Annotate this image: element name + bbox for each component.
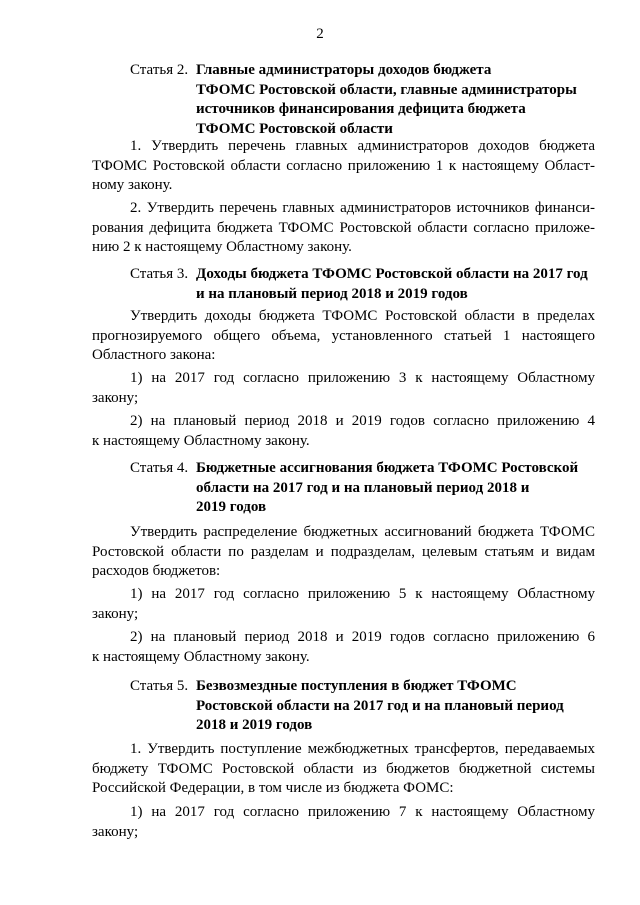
article-title bbox=[196, 61, 600, 139]
paragraph-line: ТФОМС Ростовской области согласно приложению 1 к настоящему Област- bbox=[92, 157, 595, 174]
article-label: Статья 5. bbox=[130, 678, 189, 694]
paragraph bbox=[92, 585, 595, 624]
paragraph bbox=[92, 307, 595, 366]
article-title bbox=[196, 677, 600, 736]
paragraph bbox=[92, 137, 595, 196]
title-line: Ростовской области на 2017 год и на плановый период bbox=[196, 697, 564, 714]
article-label: Статья 3. bbox=[130, 266, 189, 282]
article-label: Статья 2. bbox=[130, 62, 189, 78]
title-line: источников финансирования дефицита бюджета bbox=[196, 101, 526, 117]
paragraph-line: 1. Утвердить перечень главных администраторов доходов бюджета bbox=[130, 138, 595, 154]
paragraph bbox=[92, 628, 595, 667]
title-line: Безвозмездные поступления в бюджет ТФОМС bbox=[196, 678, 517, 694]
paragraph bbox=[92, 523, 595, 582]
paragraph-line: 1) на 2017 год согласно приложению 3 к настоящему Областному bbox=[130, 370, 595, 386]
paragraph-line: закону; bbox=[92, 605, 139, 622]
paragraph-line: бюджету ТФОМС Ростовской области из бюджетов бюджетной системы bbox=[92, 760, 595, 777]
paragraph-line: нию 2 к настоящему Областному закону. bbox=[92, 239, 352, 255]
title-line: Бюджетные ассигнования бюджета ТФОМС Ростовской bbox=[196, 460, 579, 476]
paragraph-line: 2) на плановый период 2018 и 2019 годов согласно приложению 6 bbox=[130, 629, 595, 645]
paragraph-line: Областного закона: bbox=[92, 347, 216, 363]
title-line: области на 2017 год и на плановый период 2018 и bbox=[196, 479, 530, 496]
title-line: Доходы бюджета ТФОМС Ростовской области на 2017 год bbox=[196, 266, 588, 282]
paragraph bbox=[92, 369, 595, 408]
paragraph-line: Российской Федерации, в том числе из бюджета ФОМС: bbox=[92, 780, 454, 796]
paragraph-line: к настоящему Областному закону. bbox=[92, 432, 310, 449]
paragraph bbox=[92, 740, 595, 799]
paragraph-line: закону; bbox=[92, 823, 139, 840]
paragraph-line: Ростовской области по разделам и подразделам, целевым статьям и видам bbox=[92, 543, 595, 560]
title-line: ТФОМС Ростовской области, главные администраторы bbox=[196, 81, 577, 98]
paragraph-line: 2. Утвердить перечень главных администраторов источников финанси- bbox=[130, 200, 595, 216]
paragraph-line: 2) на плановый период 2018 и 2019 годов согласно приложению 4 bbox=[130, 413, 595, 429]
paragraph-line: 1) на 2017 год согласно приложению 7 к настоящему Областному bbox=[130, 804, 595, 820]
paragraph bbox=[92, 803, 595, 842]
paragraph-line: прогнозируемого общего объема, установленного статьей 1 настоящего bbox=[92, 327, 595, 344]
paragraph-line: рования дефицита бюджета ТФОМС Ростовской области согласно приложе- bbox=[92, 219, 595, 236]
page-number: 2 bbox=[316, 26, 324, 42]
paragraph-line: Утвердить распределение бюджетных ассигнований бюджета ТФОМС bbox=[130, 524, 595, 540]
title-line: ТФОМС Ростовской области bbox=[196, 120, 393, 137]
paragraph-line: к настоящему Областному закону. bbox=[92, 648, 310, 665]
title-line: 2018 и 2019 годов bbox=[196, 717, 313, 733]
title-line: и на плановый период 2018 и 2019 годов bbox=[196, 285, 468, 302]
paragraph-line: закону; bbox=[92, 389, 139, 406]
paragraph-line: Утвердить доходы бюджета ТФОМС Ростовской области в пределах bbox=[130, 308, 595, 324]
paragraph-line: 1) на 2017 год согласно приложению 5 к настоящему Областному bbox=[130, 586, 595, 602]
paragraph bbox=[92, 412, 595, 451]
title-line: 2019 годов bbox=[196, 499, 267, 515]
title-line: Главные администраторы доходов бюджета bbox=[196, 62, 492, 78]
paragraph bbox=[92, 199, 595, 258]
article-title bbox=[196, 265, 600, 304]
article-label: Статья 4. bbox=[130, 460, 189, 476]
paragraph-line: 1. Утвердить поступление межбюджетных трансфертов, передаваемых bbox=[130, 741, 595, 757]
paragraph-line: ному закону. bbox=[92, 177, 173, 193]
paragraph-line: расходов бюджетов: bbox=[92, 563, 221, 579]
article-title bbox=[196, 459, 600, 518]
